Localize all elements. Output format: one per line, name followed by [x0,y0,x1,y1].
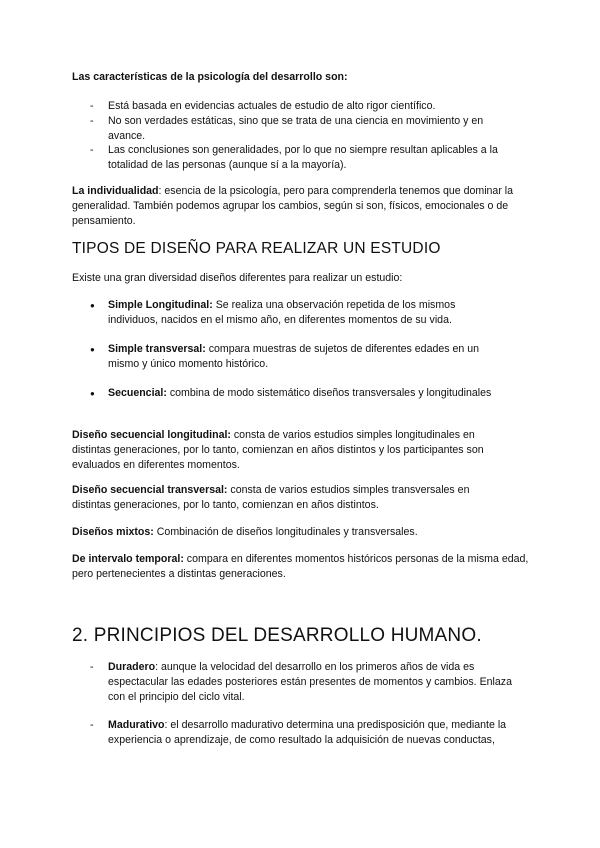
bullet-marker: ● [90,389,95,398]
intro-heading: Las características de la psicología del desarrollo son: [72,71,348,83]
list-item-text: No son verdades estáticas, sino que se trata de una ciencia en movimiento y en avance. [108,115,484,142]
list-item-term: Madurativo [108,719,165,731]
list-item [90,660,528,705]
list-item-text: compara muestras de sujetos de diferentes edades en un mismo y único momento histórico. [108,343,479,370]
definition-paragraph [72,552,532,582]
dash-marker: - [90,115,94,127]
definition-text: consta de varios estudios simples longitudinales en distintas generaciones, por lo tanto, comienzan en años distintos y los participantes son evaluados en diferentes momentos. [72,429,484,471]
list-item-text: : el desarrollo madurativo determina una predisposición que, mediante la experiencia o aprendizaje, de como resultado la adquisición de nuevas conductas, [108,719,507,746]
list-item [90,143,528,173]
list-item-text: Se realiza una observación repetida de los mismos individuos, nacidos en el mismo año, en diferentes momentos de su vida. [108,299,456,326]
definition-paragraph [72,483,502,513]
section-heading-principios: 2. PRINCIPIOS DEL DESARROLLO HUMANO. [72,625,482,646]
section-heading-tipos: TIPOS DE DISEÑO PARA REALIZAR UN ESTUDIO [72,240,441,257]
definition-term: Diseños mixtos: [72,526,154,538]
dash-marker: - [90,661,94,673]
list-item [90,298,508,328]
definition-text: consta de varios estudios simples transversales en distintas generaciones, por lo tanto, comienzan en años distintos. [72,484,470,511]
list-item [90,342,508,372]
definition-term: De intervalo temporal: [72,553,184,565]
list-item [90,386,528,401]
list-item-text: Está basada en evidencias actuales de estudio de alto rigor científico. [108,100,436,112]
list-item [90,99,538,114]
list-item [90,718,528,748]
list-item [90,114,520,144]
definition-paragraph [72,428,502,473]
dash-marker: - [90,719,94,731]
individualidad-term: La individualidad [72,185,159,197]
list-item-text: combina de modo sistemático diseños transversales y longitudinales [166,387,492,399]
bullet-marker: ● [90,301,95,310]
list-item-text: Las conclusiones son generalidades, por lo que no siempre resultan aplicables a la totalidad de las personas (aunque sí a la mayoría). [108,144,498,171]
list-item-term: Simple transversal: [108,343,206,355]
definition-term: Diseño secuencial longitudinal: [72,429,231,441]
definition-text: compara en diferentes momentos históricos personas de la misma edad, pero pertenecientes a distintas generaciones. [72,553,529,580]
list-item-term: Duradero [108,661,156,673]
bullet-marker: ● [90,345,95,354]
dash-marker: - [90,100,94,112]
dash-marker: - [90,144,94,156]
individualidad-text: : esencia de la psicología, pero para comprenderla tenemos que dominar la generalidad. También podemos agrupar los cambios, según si son, físicos, emocionales o de pensamiento. [72,185,514,227]
list-item-term: Simple Longitudinal: [108,299,213,311]
tipos-intro: Existe una gran diversidad diseños diferentes para realizar un estudio: [72,272,403,284]
definition-term: Diseño secuencial transversal: [72,484,228,496]
individualidad-paragraph [72,184,534,229]
list-item-term: Secuencial: [108,387,167,399]
list-item-text: : aunque la velocidad del desarrollo en los primeros años de vida es espectacular las edades posteriores están presentes de momentos y cambios. Enlaza con el principio del ciclo vital. [108,661,512,703]
definition-paragraph [72,525,532,540]
definition-text: Combinación de diseños longitudinales y transversales. [153,526,418,538]
